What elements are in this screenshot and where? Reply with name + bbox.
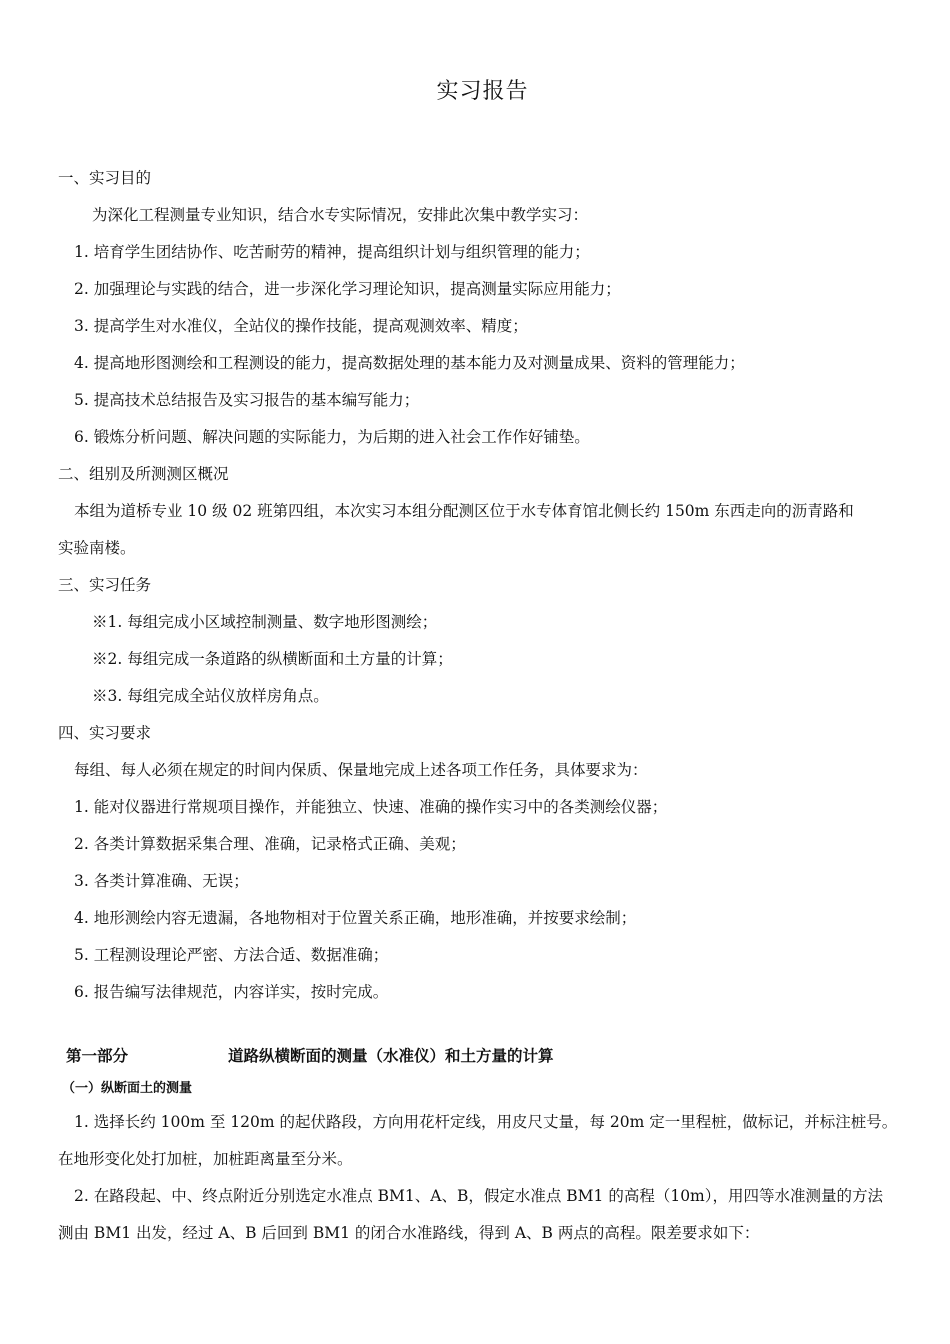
section-4-intro: 每组、每人必须在规定的时间内保质、保量地完成上述各项工作任务，具体要求为： <box>74 761 648 779</box>
section-1-intro: 为深化工程测量专业知识，结合水专实际情况，安排此次集中教学实习： <box>92 206 589 224</box>
list-item: ※1. 每组完成小区域控制测量、数字地形图测绘； <box>92 613 438 631</box>
list-item: ※2. 每组完成一条道路的纵横断面和土方量的计算； <box>92 650 453 668</box>
section-1-heading: 一、实习目的 <box>58 169 152 187</box>
list-item: 6. 锻炼分析问题、解决问题的实际能力，为后期的进入社会工作作好铺垫。 <box>74 428 590 446</box>
list-item: 3. 提高学生对水准仪，全站仪的操作技能，提高观测效率、精度； <box>74 317 528 335</box>
section-4-heading: 四、实习要求 <box>58 724 152 742</box>
list-item: ※3. 每组完成全站仪放样房角点。 <box>92 687 329 705</box>
section-3-heading: 三、实习任务 <box>58 576 152 594</box>
section-2-body-cont: 实验南楼。 <box>58 539 136 557</box>
part-1-paragraph-1-cont: 在地形变化处打加桩，加桩距离量至分米。 <box>58 1150 353 1168</box>
section-2-body: 本组为道桥专业 10 级 02 班第四组，本次实习本组分配测区位于水专体育馆北侧长约 150m 东西走向的沥青路和 <box>74 502 854 520</box>
list-item: 4. 地形测绘内容无遗漏，各地物相对于位置关系正确，地形准确，并按要求绘制； <box>74 909 637 927</box>
list-item: 2. 加强理论与实践的结合，进一步深化学习理论知识，提高测量实际应用能力； <box>74 280 621 298</box>
part-1-label: 第一部分 <box>66 1046 129 1065</box>
part-1-paragraph-2: 2. 在路段起、中、终点附近分别选定水准点 BM1、A、B，假定水准点 BM1 的高程（10m），用四等水准测量的方法 <box>74 1187 884 1205</box>
list-item: 1. 培育学生团结协作、吃苦耐劳的精神，提高组织计划与组织管理的能力； <box>74 243 590 261</box>
part-1-heading <box>58 1037 898 1074</box>
list-item: 4. 提高地形图测绘和工程测设的能力，提高数据处理的基本能力及对测量成果、资料的管理能力； <box>74 354 745 372</box>
part-1-subheading: （一）纵断面土的测量 <box>62 1081 193 1096</box>
list-item: 1. 能对仪器进行常规项目操作，并能独立、快速、准确的操作实习中的各类测绘仪器； <box>74 798 668 816</box>
document-body <box>58 160 898 1252</box>
list-item: 6. 报告编写法律规范，内容详实，按时完成。 <box>74 983 389 1001</box>
document-title: 实习报告 <box>436 79 529 104</box>
part-1-paragraph-2-cont: 测由 BM1 出发，经过 A、B 后回到 BM1 的闭合水准路线，得到 A、B 两点的高程。限差要求如下： <box>58 1224 760 1242</box>
list-item: 2. 各类计算数据采集合理、准确，记录格式正确、美观； <box>74 835 466 853</box>
spacer <box>58 1011 898 1037</box>
part-1-title: 道路纵横断面的测量（水准仪）和土方量的计算 <box>228 1046 554 1065</box>
list-item: 3. 各类计算准确、无误； <box>74 872 249 890</box>
section-2-heading: 二、组别及所测测区概况 <box>58 465 229 483</box>
list-item: 5. 提高技术总结报告及实习报告的基本编写能力； <box>74 391 420 409</box>
part-1-paragraph-1: 1. 选择长约 100m 至 120m 的起伏路段，方向用花杆定线，用皮尺丈量，每 20m 定一里程桩，做标记，并标注桩号。 <box>74 1113 898 1131</box>
list-item: 5. 工程测设理论严密、方法合适、数据准确； <box>74 946 389 964</box>
